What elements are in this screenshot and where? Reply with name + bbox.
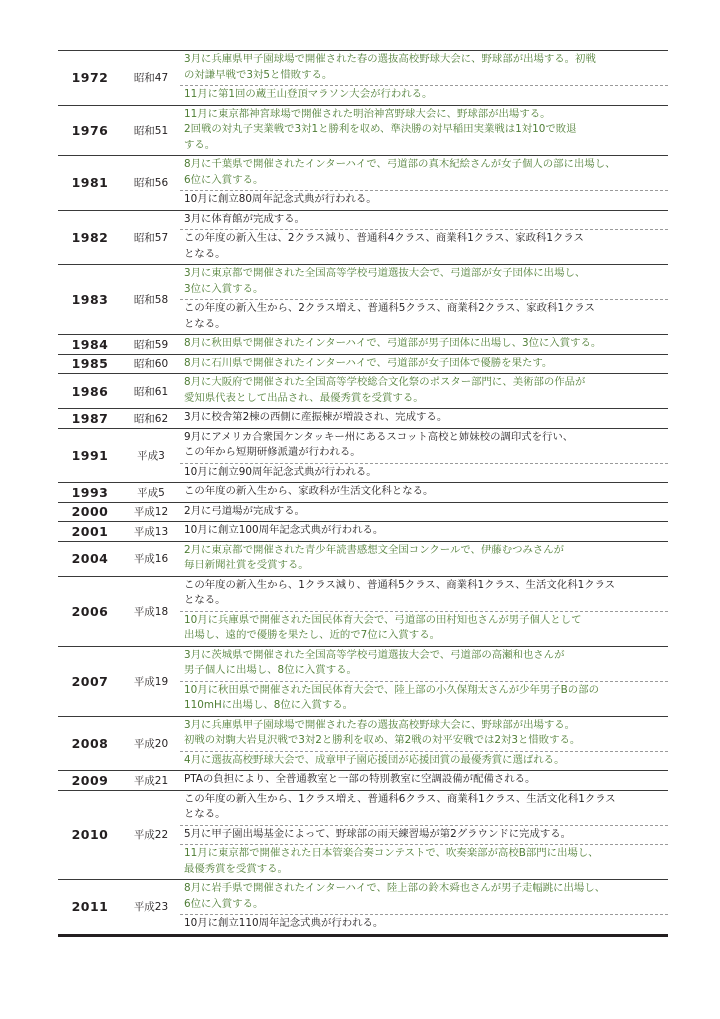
events-cell (180, 791, 668, 880)
year-cell: 2000 (71, 504, 109, 520)
era-cell: 昭和57 (133, 231, 169, 244)
timeline-row (58, 503, 668, 523)
event-entry: 10月に創立90周年記念式典が行われる。 (180, 463, 668, 483)
events-cell (180, 429, 668, 483)
timeline-row (58, 374, 668, 409)
timeline-row (58, 577, 668, 647)
event-entry: 3月に茨城県で開催された全国高等学校弓道選抜大会で、弓道部の高瀬和也さんが 男子個人に出場し、8位に入賞する。 (184, 648, 565, 676)
year-cell: 1985 (71, 356, 109, 372)
event-entry: 8月に大阪府で開催された全国高等学校総合文化祭のポスター部門に、美術部の作品が 愛知県代表として出品され、最優秀賞を受賞する。 (184, 376, 586, 404)
timeline-row (58, 335, 668, 355)
year-cell: 1982 (71, 229, 109, 245)
year-cell: 2001 (71, 523, 109, 539)
era-cell: 平成20 (133, 737, 169, 750)
era-cell: 昭和58 (133, 294, 169, 306)
event-entry: 8月に石川県で開催されたインターハイで、弓道部が女子団体で優勝を果たす。 (184, 356, 553, 369)
era-cell: 昭和59 (133, 338, 169, 351)
era-cell: 平成5 (137, 486, 165, 499)
year-cell: 1976 (71, 122, 109, 138)
era-cell: 昭和47 (133, 72, 169, 85)
event-entry: 10月に秋田県で開催された国民体育大会で、陸上部の小久保翔太さんが少年男子Bの部の 110mHに出場し、8位に入賞する。 (180, 681, 668, 716)
era-cell: 昭和61 (133, 385, 169, 398)
timeline-row (58, 106, 668, 157)
timeline-row (58, 483, 668, 503)
event-entry: 8月に千葉県で開催されたインターハイで、弓道部の真木紀絵さんが女子個人の部に出場し、 6位に入賞する。 (184, 158, 616, 186)
era-cell: 昭和62 (133, 412, 169, 425)
era-cell: 平成21 (133, 774, 169, 787)
events-cell (180, 409, 668, 428)
timeline-row (58, 355, 668, 375)
events-cell (180, 771, 668, 790)
events-cell (180, 717, 668, 771)
era-cell: 昭和60 (133, 358, 169, 371)
year-cell: 1984 (71, 336, 109, 352)
event-entry: この年度の新入生から、1クラス減り、普通科5クラス、商業科1クラス、生活文化科1クラス となる。 (184, 578, 616, 606)
events-cell (180, 483, 668, 502)
era-cell: 昭和51 (133, 124, 169, 137)
year-cell: 1981 (71, 175, 109, 191)
events-cell (180, 577, 668, 646)
event-entry: 10月に兵庫県で開催された国民体育大会で、弓道部の田村知也さんが男子個人として 出場し、遠的で優勝を果たし、近的で7位に入賞する。 (180, 611, 668, 646)
events-cell (180, 355, 668, 374)
year-cell: 1986 (71, 383, 109, 399)
year-cell: 2010 (71, 827, 109, 843)
year-cell: 1991 (71, 447, 109, 463)
event-entry: 11月に東京都神宮球場で開催された明治神宮野球大会に、野球部が出場する。 2回戦の対丸子実業戦で3対1と勝利を収め、準決勝の対早稲田実業戦は1対10で敗退 する。 (184, 107, 577, 151)
event-entry: 10月に創立80周年記念式典が行われる。 (180, 190, 668, 210)
year-cell: 2009 (71, 772, 109, 788)
events-cell (180, 503, 668, 522)
timeline-row (58, 409, 668, 429)
event-entry: 2月に東京都で開催された青少年読書感想文全国コンクールで、伊藤むつみさんが 毎日新聞社賞を受賞する。 (184, 543, 565, 571)
timeline-row (58, 51, 668, 106)
era-cell: 平成22 (133, 829, 169, 842)
events-cell (180, 880, 668, 934)
event-entry: 11月に第1回の蔵王山登頂マラソン大会が行われる。 (180, 85, 668, 105)
event-entry: 3月に兵庫県甲子園球場で開催された春の選抜高校野球大会に、野球部が出場する。初戦 の対謙早戦で3対5と惜敗する。 (184, 53, 596, 81)
event-entry: 3月に兵庫県甲子園球場で開催された春の選抜高校野球大会に、野球部が出場する。 初戦の対駒大岩見沢戦で3対2と勝利を収め、第2戦の対平安戦では2対3と惜敗する。 (184, 718, 581, 746)
era-cell: 平成18 (133, 605, 169, 618)
event-entry: PTAの負担により、全普通教室と一部の特別教室に空調設備が配備される。 (184, 773, 536, 785)
event-entry: 10月に創立100周年記念式典が行われる。 (184, 524, 384, 536)
timeline-row (58, 771, 668, 791)
year-cell: 2011 (71, 899, 109, 915)
timeline-row (58, 542, 668, 577)
events-cell (180, 51, 668, 105)
timeline-row (58, 791, 668, 881)
event-entry: 4月に選抜高校野球大会で、成章甲子園応援団が応援団賞の最優秀賞に選ばれる。 (180, 751, 668, 771)
timeline-row (58, 647, 668, 717)
timeline-row (58, 429, 668, 484)
event-entry: 8月に秋田県で開催されたインターハイで、弓道部が男子団体に出場し、3位に入賞する。 (184, 337, 602, 349)
year-cell: 2008 (71, 735, 109, 751)
era-cell: 平成12 (133, 506, 169, 519)
event-entry: 8月に岩手県で開催されたインターハイで、陸上部の鈴木舜也さんが男子走幅跳に出場し、 6位に入賞する。 (184, 882, 606, 910)
era-cell: 昭和56 (133, 177, 169, 190)
event-entry: 11月に東京都で開催された日本管楽合奏コンテストで、吹奏楽部が高校B部門に出場し、 最優秀賞を受賞する。 (180, 844, 668, 879)
events-cell (180, 647, 668, 716)
events-cell (180, 211, 668, 265)
era-cell: 平成3 (137, 449, 165, 462)
event-entry: 9月にアメリカ合衆国ケンタッキー州にあるスコット高校と姉妹校の調印式を行い、 この年から短期研修派遣が行われる。 (184, 430, 574, 458)
year-cell: 2006 (71, 603, 109, 619)
event-entry: 5月に甲子園出場基金によって、野球部の雨天練習場が第2グラウンドに完成する。 (180, 825, 668, 845)
events-cell (180, 265, 668, 334)
timeline-row (58, 156, 668, 211)
event-entry: この年度の新入生は、2クラス減り、普通科4クラス、商業科1クラス、家政科1クラス となる。 (180, 229, 668, 264)
event-entry: 3月に東京都で開催された全国高等学校弓道選抜大会で、弓道部が女子団体に出場し、 3位に入賞する。 (184, 267, 586, 295)
event-entry: 3月に体育館が完成する。 (184, 212, 305, 225)
events-cell (180, 156, 668, 210)
history-timeline-table (58, 50, 668, 937)
year-cell: 1983 (71, 292, 109, 307)
year-cell: 2007 (71, 673, 109, 689)
era-cell: 平成13 (133, 525, 169, 538)
year-cell: 1987 (71, 410, 109, 426)
timeline-row (58, 522, 668, 542)
events-cell (180, 542, 668, 576)
era-cell: 平成19 (133, 675, 169, 688)
timeline-row (58, 717, 668, 772)
year-cell: 1972 (71, 70, 109, 86)
timeline-row (58, 265, 668, 335)
event-entry: 10月に創立110周年記念式典が行われる。 (180, 914, 668, 934)
year-cell: 2004 (71, 551, 109, 566)
year-cell: 1993 (71, 484, 109, 500)
event-entry: この年度の新入生から、1クラス増え、普通科6クラス、商業科1クラス、生活文化科1クラス となる。 (184, 792, 616, 820)
era-cell: 平成16 (133, 553, 169, 565)
event-entry: 3月に校舎第2棟の西側に産振棟が増設され、完成する。 (184, 411, 448, 423)
era-cell: 平成23 (133, 901, 169, 914)
events-cell (180, 522, 668, 541)
events-cell (180, 106, 668, 156)
events-cell (180, 335, 668, 354)
event-entry: 2月に弓道場が完成する。 (184, 504, 305, 517)
timeline-row (58, 880, 668, 937)
timeline-row (58, 211, 668, 266)
event-entry: この年度の新入生から、家政科が生活文化科となる。 (184, 485, 434, 497)
event-entry: この年度の新入生から、2クラス増え、普通科5クラス、商業科2クラス、家政科1クラス となる。 (180, 299, 668, 334)
events-cell (180, 374, 668, 408)
